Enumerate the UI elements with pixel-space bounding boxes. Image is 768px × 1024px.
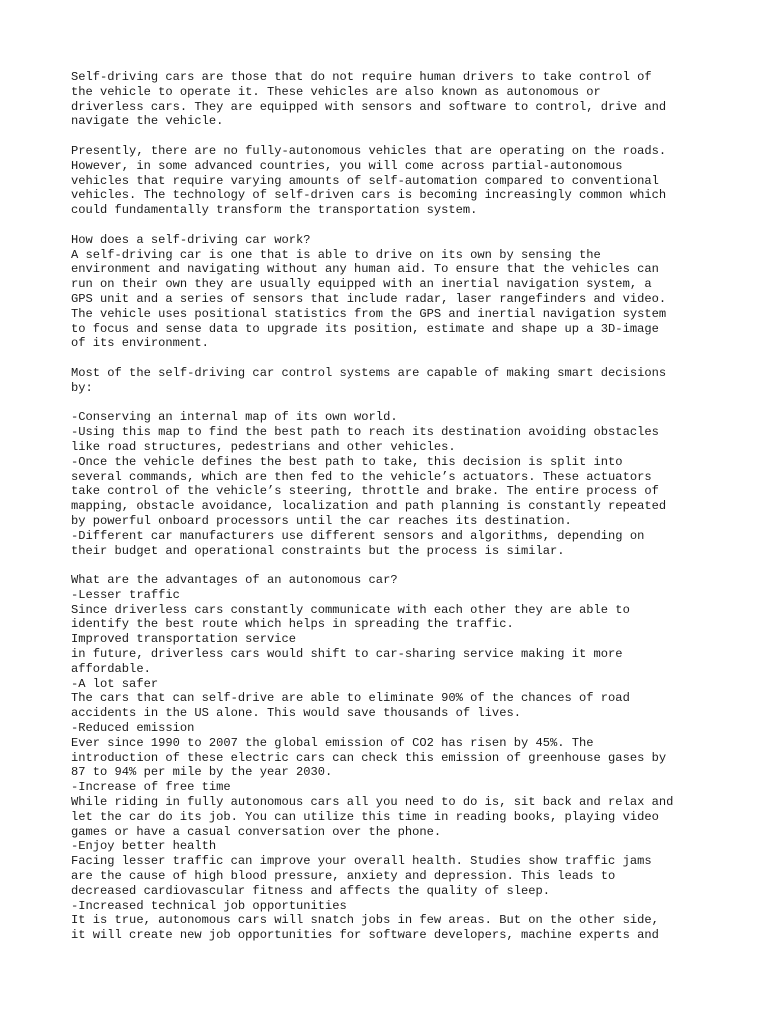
text-line: several commands, which are then fed to the vehicle’s actuators. These actuators — [71, 469, 652, 484]
list-item: -Increased technical job opportunities — [71, 898, 347, 913]
paragraph-how-it-works — [71, 233, 711, 351]
text-line: like road structures, pedestrians and other vehicles. — [71, 439, 456, 454]
text-line: games or have a casual conversation over the phone. — [71, 824, 442, 839]
text-line: take control of the vehicle’s steering, throttle and brake. The entire process of — [71, 484, 659, 499]
text-line: navigate the vehicle. — [71, 114, 224, 129]
list-item: -Once the vehicle defines the best path to take, this decision is split into — [71, 454, 623, 469]
text-line: While riding in fully autonomous cars all you need to do is, sit back and relax and — [71, 795, 674, 810]
list-item: -Enjoy better health — [71, 839, 217, 854]
text-line: are the cause of high blood pressure, anxiety and depression. This leads to — [71, 869, 616, 884]
text-line: vehicles. The technology of self-driven cars is becoming increasingly common which — [71, 188, 667, 203]
section-heading: How does a self-driving car work? — [71, 232, 311, 247]
list-item: -Increase of free time — [71, 780, 231, 795]
text-line: Since driverless cars constantly communicate with each other they are able to — [71, 602, 630, 617]
text-line: introduction of these electric cars can check this emission of greenhouse gases by — [71, 750, 667, 765]
list-item: -Different car manufacturers use different sensors and algorithms, depending on — [71, 528, 645, 543]
text-line: A self-driving car is one that is able to drive on its own by sensing the — [71, 247, 601, 262]
text-line: 87 to 94% per mile by the year 2030. — [71, 765, 333, 780]
text-line: decreased cardiovascular fitness and affects the quality of sleep. — [71, 883, 550, 898]
list-item: -Conserving an internal map of its own world. — [71, 410, 398, 425]
text-line: to focus and sense data to upgrade its position, estimate and shape up a 3D-image — [71, 321, 659, 336]
text-line: the vehicle to operate it. These vehicles are also known as autonomous or — [71, 84, 601, 99]
list-item: -Reduced emission — [71, 721, 195, 736]
text-line: Self-driving cars are those that do not require human drivers to take control of — [71, 70, 652, 84]
paragraph-presently — [71, 144, 711, 218]
text-line: Most of the self-driving car control systems are capable of making smart decisions — [71, 365, 667, 380]
text-line: However, in some advanced countries, you will come across partial-autonomous — [71, 158, 623, 173]
text-line: run on their own they are usually equipped with an inertial navigation system, a — [71, 277, 652, 292]
text-line: of its environment. — [71, 336, 209, 351]
paragraph-intro — [71, 70, 711, 129]
list-item: -Using this map to find the best path to reach its destination avoiding obstacles — [71, 425, 659, 440]
text-line: vehicles that require varying amounts of self-automation compared to conventional — [71, 173, 659, 188]
list-item: -A lot safer — [71, 676, 159, 691]
text-line: driverless cars. They are equipped with sensors and software to control, drive and — [71, 99, 667, 114]
text-line: The vehicle uses positional statistics from the GPS and inertial navigation system — [71, 306, 667, 321]
section-heading: What are the advantages of an autonomous car? — [71, 573, 398, 588]
text-line: accidents in the US alone. This would save thousands of lives. — [71, 706, 521, 721]
document-page — [71, 70, 711, 958]
text-line: mapping, obstacle avoidance, localization and path planning is constantly repeated — [71, 499, 667, 514]
text-line: Ever since 1990 to 2007 the global emission of CO2 has risen by 45%. The — [71, 735, 594, 750]
paragraph-advantages — [71, 573, 711, 943]
list-item: Improved transportation service — [71, 632, 296, 647]
text-line: environment and navigating without any human aid. To ensure that the vehicles can — [71, 262, 659, 277]
text-line: Presently, there are no fully-autonomous vehicles that are operating on the roads. — [71, 143, 667, 158]
text-line: it will create new job opportunities for software developers, machine experts and — [71, 928, 659, 943]
paragraph-control-systems — [71, 366, 711, 396]
text-line: let the car do its job. You can utilize this time in reading books, playing video — [71, 809, 659, 824]
paragraph-decision-list — [71, 410, 711, 558]
text-line: their budget and operational constraints but the process is similar. — [71, 543, 565, 558]
list-item: -Lesser traffic — [71, 587, 180, 602]
text-line: GPS unit and a series of sensors that include radar, laser rangefinders and video. — [71, 291, 667, 306]
text-line: identify the best route which helps in spreading the traffic. — [71, 617, 514, 632]
text-line: Facing lesser traffic can improve your overall health. Studies show traffic jams — [71, 854, 652, 869]
text-line: by powerful onboard processors until the car reaches its destination. — [71, 513, 572, 528]
text-line: It is true, autonomous cars will snatch jobs in few areas. But on the other side, — [71, 913, 659, 928]
text-line: by: — [71, 380, 93, 395]
text-line: in future, driverless cars would shift to car-sharing service making it more — [71, 647, 623, 662]
text-line: The cars that can self-drive are able to eliminate 90% of the chances of road — [71, 691, 630, 706]
text-line: affordable. — [71, 661, 151, 676]
text-line: could fundamentally transform the transportation system. — [71, 203, 478, 218]
